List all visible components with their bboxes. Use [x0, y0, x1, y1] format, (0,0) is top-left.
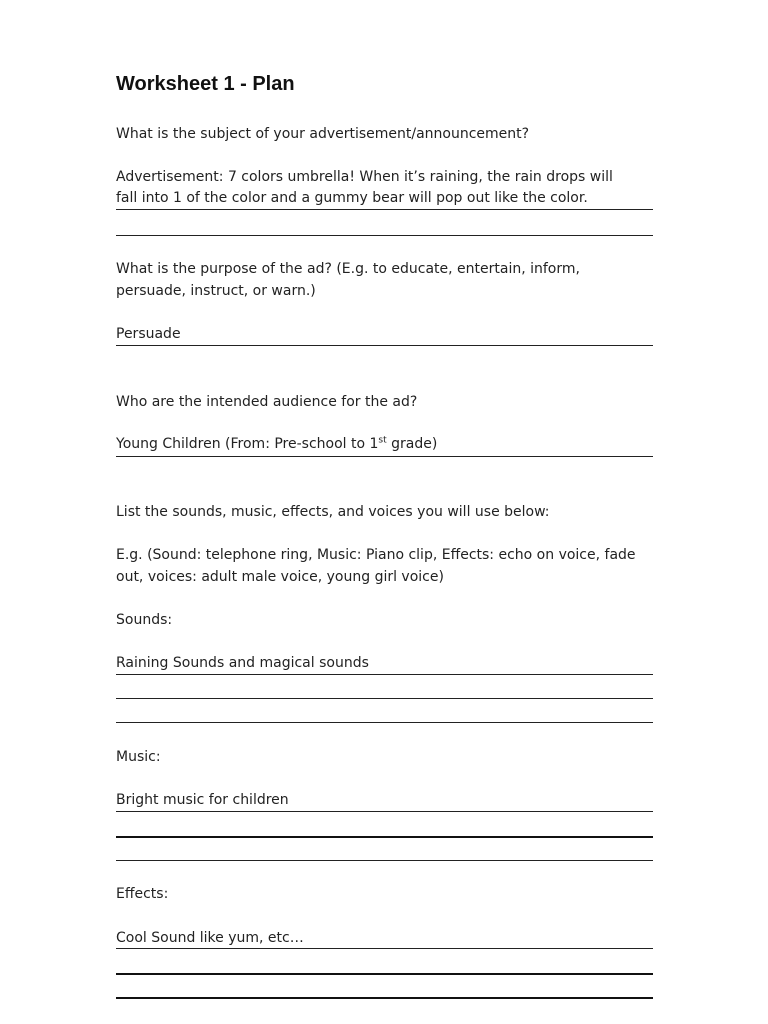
q3-answer-superscript: st	[378, 435, 387, 446]
sounds-rule-2	[116, 698, 653, 699]
music-answer: Bright music for children	[116, 792, 289, 808]
q4-question: List the sounds, music, effects, and voices you will use below:	[116, 504, 550, 520]
sounds-rule-3	[116, 722, 653, 723]
q1-answer-rule-2	[116, 235, 653, 236]
music-rule-2	[116, 836, 653, 838]
q3-answer-text-end: grade)	[386, 436, 438, 452]
q2-question-line-1: What is the purpose of the ad? (E.g. to educate, entertain, inform,	[116, 261, 580, 277]
music-label: Music:	[116, 749, 161, 765]
music-rule-3	[116, 860, 653, 861]
q3-answer-text: Young Children (From: Pre-school to 1	[116, 436, 379, 452]
q2-answer: Persuade	[116, 326, 181, 342]
q4-example-line-2: out, voices: adult male voice, young girl voice)	[116, 569, 444, 585]
q2-question-line-2: persuade, instruct, or warn.)	[116, 283, 316, 299]
effects-rule-2	[116, 973, 653, 975]
effects-answer: Cool Sound like yum, etc…	[116, 930, 304, 946]
page-title: Worksheet 1 - Plan	[116, 73, 295, 95]
sounds-answer: Raining Sounds and magical sounds	[116, 655, 369, 671]
q1-question: What is the subject of your advertisement/announcement?	[116, 126, 530, 142]
sounds-rule-1	[116, 674, 653, 675]
q1-answer-line-1: Advertisement: 7 colors umbrella! When it’s raining, the rain drops will	[116, 169, 613, 185]
q3-question: Who are the intended audience for the ad?	[116, 394, 418, 410]
q3-answer-rule	[116, 456, 653, 457]
effects-label: Effects:	[116, 886, 169, 902]
q1-answer-line-2: fall into 1 of the color and a gummy bear will pop out like the color.	[116, 190, 588, 206]
q2-answer-rule	[116, 345, 653, 346]
effects-rule-1	[116, 948, 653, 949]
q1-answer-rule-1	[116, 209, 653, 210]
q3-answer	[116, 433, 653, 455]
sounds-label: Sounds:	[116, 612, 173, 628]
q4-example-line-1: E.g. (Sound: telephone ring, Music: Piano clip, Effects: echo on voice, fade	[116, 547, 636, 563]
effects-rule-3	[116, 997, 653, 999]
music-rule-1	[116, 811, 653, 812]
